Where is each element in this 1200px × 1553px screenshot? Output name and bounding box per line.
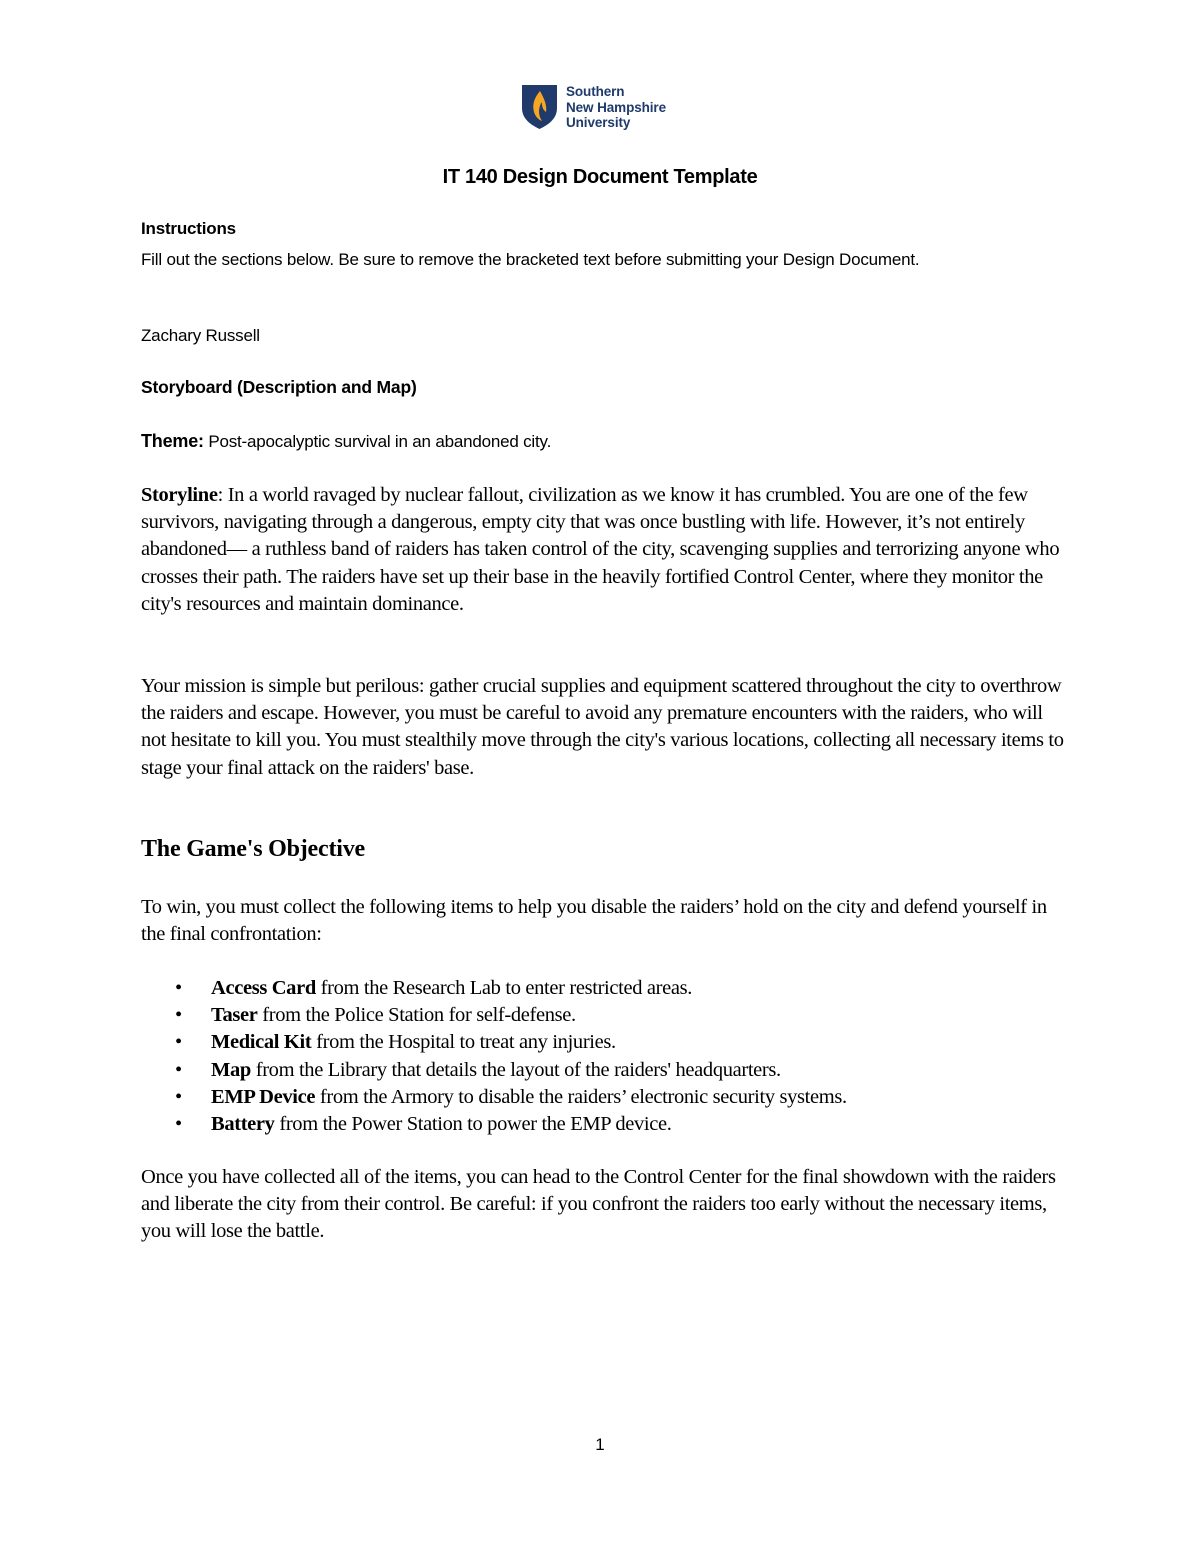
shield-flame-icon — [521, 84, 558, 130]
item-description: from the Hospital to treat any injuries. — [311, 1031, 616, 1054]
storyline-paragraph — [141, 482, 1066, 618]
item-description: from the Police Station for self-defense. — [257, 1004, 576, 1027]
list-item — [141, 1002, 1066, 1029]
storyline-text: : In a world ravaged by nuclear fallout, civilization as we know it has crumbled. You are one of the few survivors, navigating through a dangerous, empty city that was once bustling with life. However, it’s not entirely abandoned— a ruthless band of raiders has taken control of the city, scavenging supplies and terrorizing anyone who crosses their path. The raiders have set up their base in the heavily fortified Control Center, where they monitor the city's resources and maintain dominance. — [141, 484, 1060, 615]
instructions-heading: Instructions — [141, 219, 236, 238]
theme-label: Theme: — [141, 431, 204, 451]
logo-line-1: Southern — [566, 84, 625, 99]
item-description: from the Power Station to power the EMP device. — [274, 1113, 672, 1136]
list-item — [141, 975, 1066, 1002]
bullet-icon: • — [175, 1058, 182, 1081]
item-name: Medical Kit — [211, 1031, 312, 1054]
item-name: Map — [211, 1058, 251, 1081]
storyline-label: Storyline — [141, 484, 218, 506]
bullet-icon: • — [175, 977, 182, 999]
item-name: Taser — [211, 1004, 258, 1027]
item-description: from the Library that details the layout of the raiders' headquarters. — [250, 1058, 781, 1081]
logo-line-2: New Hampshire — [566, 99, 666, 115]
mission-paragraph: Your mission is simple but perilous: gather crucial supplies and equipment scattered throughout the city to overthrow the raiders and escape. However, you must be careful to avoid any premature encounters with the raiders, who will not hesitate to kill you. You must stealthily move through the city's various locations, collecting all necessary items to stage your final attack on the raiders' base. — [141, 675, 1064, 779]
storyboard-heading: Storyboard (Description and Map) — [141, 377, 417, 397]
author-name: Zachary Russell — [141, 326, 260, 345]
theme-text: Post-apocalyptic survival in an abandoned city. — [203, 432, 552, 451]
list-item — [141, 1057, 1066, 1084]
logo-wordmark — [566, 84, 666, 131]
item-name: Battery — [211, 1113, 275, 1136]
items-list — [141, 975, 1066, 1138]
list-item — [141, 1111, 1066, 1138]
list-item — [141, 1029, 1066, 1056]
instructions-text: Fill out the sections below. Be sure to remove the bracketed text before submitting your Design Document. — [141, 250, 920, 269]
list-item — [141, 1084, 1066, 1111]
university-logo — [521, 84, 666, 131]
bullet-icon: • — [175, 1031, 182, 1054]
bullet-icon: • — [175, 1113, 182, 1136]
logo-line-3: University — [566, 115, 631, 130]
page-number: 1 — [595, 1435, 605, 1454]
theme-line — [141, 431, 551, 452]
item-name: EMP Device — [211, 1085, 316, 1108]
item-description: from the Armory to disable the raiders’ electronic security systems. — [315, 1085, 847, 1108]
bullet-icon: • — [175, 1085, 182, 1108]
objective-intro: To win, you must collect the following items to help you disable the raiders’ hold on the city and defend yourself in the final confrontation: — [141, 896, 1047, 946]
item-name: Access Card — [211, 977, 316, 999]
closing-paragraph: Once you have collected all of the items, you can head to the Control Center for the final showdown with the raiders and liberate the city from their control. Be careful: if you confront the raiders too early without the necessary items, you will lose the battle. — [141, 1166, 1056, 1243]
item-description: from the Research Lab to enter restricted areas. — [315, 977, 693, 999]
bullet-icon: • — [175, 1004, 182, 1027]
document-title: IT 140 Design Document Template — [442, 166, 758, 188]
objective-heading: The Game's Objective — [141, 836, 365, 862]
